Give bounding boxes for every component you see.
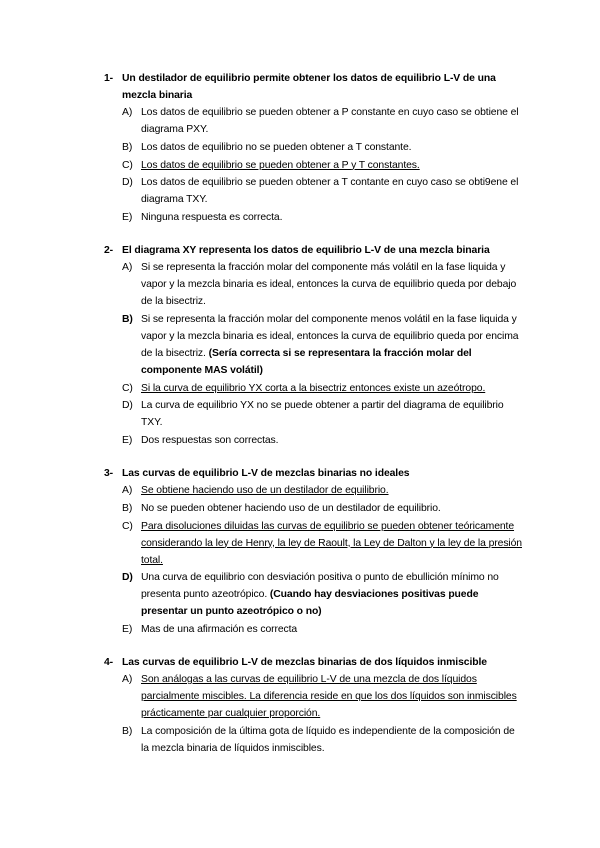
option-label: C): [122, 382, 133, 394]
question-title: El diagrama XY representa los datos de equilibrio L-V de una mezcla binaria: [122, 244, 490, 256]
question-1: [104, 70, 524, 226]
option-label: A): [122, 261, 133, 273]
option-c: [122, 518, 524, 569]
option-e: [122, 432, 524, 449]
question-number: 2-: [104, 244, 114, 256]
question-4: [104, 654, 524, 757]
option-text: La composición de la última gota de líquido es independiente de la composición de la mezcla binaria de líquidos inmiscibles.: [141, 725, 515, 754]
options-list: [122, 671, 524, 757]
option-b: [122, 311, 524, 379]
question-title: Las curvas de equilibrio L-V de mezclas binarias no ideales: [122, 467, 410, 479]
option-label: E): [122, 212, 133, 224]
option-a: [122, 671, 524, 722]
option-text: No se pueden obtener haciendo uso de un destilador de equilibrio.: [141, 502, 441, 514]
option-a: [122, 482, 524, 499]
option-text-with-note: [141, 569, 524, 620]
question-3: [104, 465, 524, 638]
option-text: Los datos de equilibrio no se pueden obtener a T constante.: [141, 141, 412, 153]
option-label: A): [122, 484, 133, 496]
option-text-underlined: Si la curva de equilibrio YX corta a la bisectriz entonces existe un azeótropo.: [141, 382, 486, 394]
option-text: Dos respuestas son correctas.: [141, 435, 279, 447]
option-text: La curva de equilibrio YX no se puede obtener a partir del diagrama de equilibrio TXY.: [141, 400, 504, 429]
option-text: Ninguna respuesta es correcta.: [141, 212, 283, 224]
options-list: [122, 482, 524, 638]
option-text-underlined: Los datos de equilibrio se pueden obtener a P y T constantes.: [141, 159, 420, 171]
question-number: 1-: [104, 73, 114, 84]
question-header: [104, 70, 524, 104]
option-note: (Cuando hay desviaciones positivas puede presentar un punto azeotrópico o no): [141, 589, 479, 618]
option-text-with-note: [141, 311, 524, 379]
option-text: Los datos de equilibrio se pueden obtener a P constante en cuyo caso se obtiene el diagrama PXY.: [141, 107, 519, 135]
option-d: [122, 397, 524, 431]
question-header: [104, 242, 524, 259]
spacer: [0, 227, 600, 242]
question-2: [104, 242, 524, 449]
option-b: [122, 723, 524, 757]
option-e: [122, 621, 524, 638]
question-title: Un destilador de equilibrio permite obtener los datos de equilibrio L-V de una mezcla binaria: [122, 73, 496, 101]
option-label: D): [122, 400, 133, 412]
option-text-underlined: Para disoluciones diluidas las curvas de equilibrio se pueden obtener teóricamente considerando la ley de Henry, la ley de Raoult, la Ley de Dalton y la ley de la presión total.: [141, 520, 522, 566]
option-text-underlined: Son análogas a las curvas de equilibrio L-V de una mezcla de dos líquidos parcialmente miscibles. La diferencia reside en que los dos líquidos son inmiscibles prácticamente par cualquier proporción.: [141, 673, 517, 719]
options-list: [122, 104, 524, 226]
question-header: [104, 465, 524, 482]
option-a: [122, 259, 524, 310]
option-d: [122, 174, 524, 208]
option-note: (Sería correcta si se representara la fracción molar del componente MAS volátil): [141, 347, 472, 376]
option-text: Si se representa la fracción molar del componente menos volátil en la fase liquida y vapor y la mezcla binaria es ideal, entonces la curva de equilibrio queda por encima de la bisectriz.: [141, 313, 519, 359]
option-label: B): [122, 725, 133, 737]
option-c: [122, 380, 524, 397]
option-label: B): [122, 502, 133, 514]
option-label: D): [122, 177, 133, 189]
spacer: [0, 450, 600, 465]
option-label: B): [122, 313, 133, 325]
option-label: C): [122, 159, 133, 171]
option-text: Los datos de equilibrio se pueden obtener a T contante en cuyo caso se obti9ene el diagrama TXY.: [141, 177, 519, 206]
option-label: A): [122, 107, 133, 118]
option-label: A): [122, 673, 133, 685]
options-list: [122, 259, 524, 449]
option-label: E): [122, 435, 133, 447]
question-number: 4-: [104, 656, 114, 668]
question-header: [104, 654, 524, 671]
option-label: B): [122, 141, 133, 153]
option-c: [122, 157, 524, 174]
option-b: [122, 139, 524, 156]
option-a: [122, 104, 524, 138]
option-b: [122, 500, 524, 517]
option-e: [122, 209, 524, 226]
option-text: Mas de una afirmación es correcta: [141, 624, 298, 636]
option-label: C): [122, 520, 133, 532]
question-number: 3-: [104, 467, 114, 479]
option-text: Si se representa la fracción molar del componente más volátil en la fase liquida y vapor y la mezcla binaria es ideal, entonces la curva de equilibrio queda por debajo de la bisectriz.: [141, 261, 517, 307]
question-title: Las curvas de equilibrio L-V de mezclas binarias de dos líquidos inmiscible: [122, 656, 487, 668]
spacer: [0, 639, 600, 654]
option-d: [122, 569, 524, 620]
option-label: E): [122, 624, 133, 636]
option-label: D): [122, 572, 133, 584]
option-text: Una curva de equilibrio con desviación positiva o punto de ebullición mínimo no presenta punto azeotrópico.: [141, 572, 499, 601]
option-text-underlined: Se obtiene haciendo uso de un destilador de equilibrio.: [141, 484, 389, 496]
